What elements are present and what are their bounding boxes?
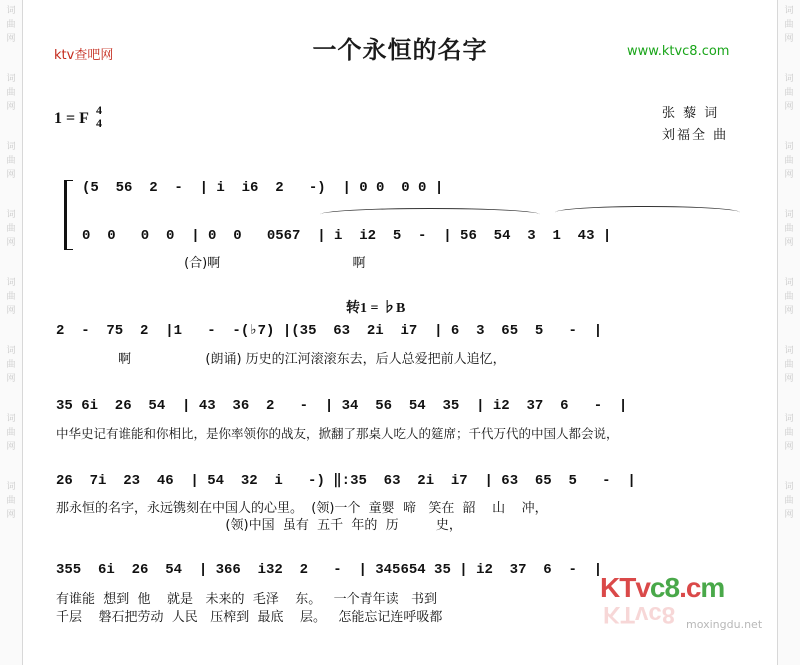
credits — [662, 103, 728, 147]
source-url: www.ktvc8.com — [627, 44, 730, 59]
key-change: 转1 = ♭B — [346, 301, 406, 316]
notation-row: 35 6i 26 54 | 43 36 2 - | 34 56 54 35 | i2 37 6 - | — [56, 398, 628, 414]
left-watermark-strip: 词 曲 网 词 曲 网 词 曲 网 词 曲 网 词 曲 网 词 曲 网 词 曲 网 词 曲 网 — [0, 0, 23, 665]
watermark-site-text: moxingdu.net — [686, 618, 763, 631]
lyric-line: (领)中国 虽有 五千 年的 历 史， — [56, 518, 462, 533]
notation-row: 2 - 75 2 |1 - -(♭7) |(35 63 2i i7 | 6 3 65 5 - | — [56, 323, 603, 339]
right-watermark-strip: 词 曲 网 词 曲 网 词 曲 网 词 曲 网 词 曲 网 词 曲 网 词 曲 网 词 曲 网 — [777, 0, 800, 665]
lyric-line: 千层 磐石把劳动 人民 压榨到 最底 层。 怎能忘记连呼吸都 — [56, 610, 443, 625]
ktvc8-watermark-logo: KTvc8.cm — [600, 572, 725, 603]
ktvc8-watermark-reflection: KTvc8 — [603, 601, 676, 628]
slur-mark — [320, 208, 540, 221]
composer-credit: 刘福全 曲 — [662, 128, 729, 143]
meter-bottom: 4 — [96, 116, 102, 130]
lyric-line: 那永恒的名字，永远镌刻在中国人的心里。 (领)一个 童婴 啼 笑在 韶 山 冲， — [56, 501, 548, 516]
lyric-line: 中华史记有谁能和你相比，是你率领你的战友，掀翻了那桌人吃人的筵席；千代万代的中国人都会说， — [56, 426, 619, 441]
lyric-line: 有谁能 想到 他 就是 未来的 毛泽 东。 一个青年读 书到 — [56, 592, 438, 607]
lyric-line: (合)啊 啊 — [56, 256, 366, 271]
lyric-line: 啊 (朗诵) 历史的江河滚滚东去，后人总爱把前人追忆， — [56, 352, 506, 367]
notation-row: 355 6i 26 54 | 366 i32 2 - | 345654 35 | i2 37 6 - | — [56, 562, 603, 578]
notation-row-lower: 0 0 0 0 | 0 0 0567 | i i2 5 - | 56 54 3 1 43 | — [82, 228, 612, 244]
source-site-label: ktv查吧网 — [54, 48, 114, 63]
song-title: 一个永恒的名字 — [312, 36, 488, 64]
time-signature — [96, 104, 102, 130]
notation-row-upper: (5 56 2 - | i i6 2 -) | 0 0 0 0 | — [82, 180, 444, 196]
notation-row: 26 7i 23 46 | 54 32 i -) ‖:35 63 2i i7 | 63 65 5 - | — [56, 473, 636, 489]
slur-mark — [555, 206, 740, 219]
meter-top: 4 — [96, 103, 102, 117]
key-signature: 1 = F — [54, 110, 89, 127]
lyricist-credit: 张 藜 词 — [662, 106, 720, 121]
system-brace — [64, 180, 73, 250]
